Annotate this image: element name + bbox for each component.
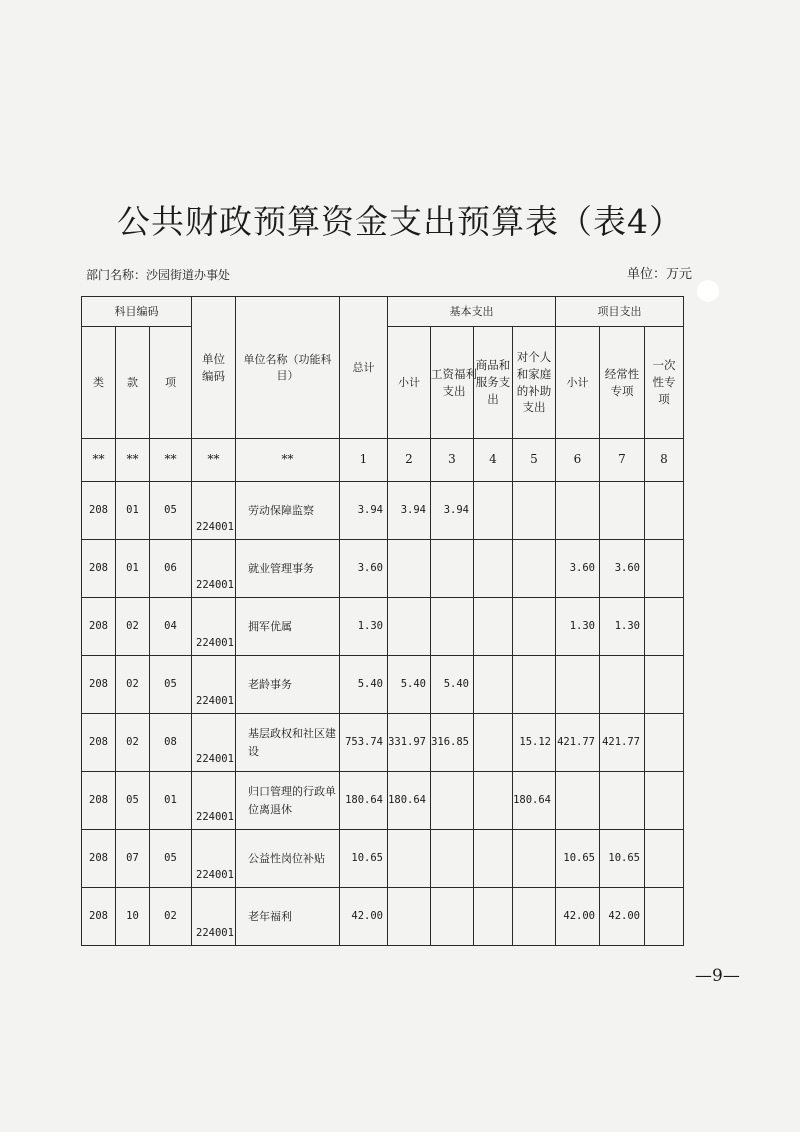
table-row xyxy=(82,540,684,598)
cell-wages: 316.85 xyxy=(431,714,474,772)
cell-unit-code: 224001 xyxy=(192,830,236,888)
cell-basic-subtotal xyxy=(388,598,431,656)
cell-wages xyxy=(431,830,474,888)
cell-unit-code: 224001 xyxy=(192,540,236,598)
index-cell: 5 xyxy=(513,439,556,482)
cell-xiang: 02 xyxy=(150,888,192,946)
header-personal-subsidy: 对个人和家庭的补助支出 xyxy=(513,327,556,439)
cell-lei: 208 xyxy=(82,772,116,830)
cell-wages: 3.94 xyxy=(431,482,474,540)
cell-onetime xyxy=(645,888,684,946)
page-number: —9— xyxy=(695,966,740,986)
cell-basic-subtotal: 331.97 xyxy=(388,714,431,772)
index-cell: ** xyxy=(82,439,116,482)
cell-unit-code: 224001 xyxy=(192,482,236,540)
index-cell: 1 xyxy=(340,439,388,482)
cell-onetime xyxy=(645,830,684,888)
cell-wages xyxy=(431,772,474,830)
cell-unit-code: 224001 xyxy=(192,598,236,656)
cell-lei: 208 xyxy=(82,598,116,656)
table-row xyxy=(82,772,684,830)
header-wages: 工资福利支出 xyxy=(431,327,474,439)
cell-xiang: 06 xyxy=(150,540,192,598)
cell-xiang: 04 xyxy=(150,598,192,656)
cell-goods xyxy=(474,598,513,656)
cell-project-subtotal: 10.65 xyxy=(556,830,600,888)
cell-recurring: 421.77 xyxy=(600,714,645,772)
cell-personal xyxy=(513,656,556,714)
cell-unit-name: 基层政权和社区建设 xyxy=(236,714,340,772)
table-row xyxy=(82,714,684,772)
cell-onetime xyxy=(645,540,684,598)
cell-onetime xyxy=(645,656,684,714)
cell-project-subtotal xyxy=(556,482,600,540)
cell-goods xyxy=(474,888,513,946)
budget-table xyxy=(81,296,684,946)
header-total: 总计 xyxy=(340,297,388,439)
header-lei: 类 xyxy=(82,327,116,439)
header-unit-name: 单位名称（功能科目） xyxy=(236,297,340,439)
header-project-subtotal: 小计 xyxy=(556,327,600,439)
cell-recurring xyxy=(600,772,645,830)
cell-goods xyxy=(474,772,513,830)
index-cell: ** xyxy=(116,439,150,482)
cell-personal xyxy=(513,540,556,598)
cell-personal: 180.64 xyxy=(513,772,556,830)
index-cell: 2 xyxy=(388,439,431,482)
index-cell: ** xyxy=(150,439,192,482)
cell-kuan: 07 xyxy=(116,830,150,888)
cell-onetime xyxy=(645,482,684,540)
cell-kuan: 02 xyxy=(116,656,150,714)
cell-lei: 208 xyxy=(82,656,116,714)
header-recurring-special: 经常性专项 xyxy=(600,327,645,439)
cell-project-subtotal: 3.60 xyxy=(556,540,600,598)
cell-wages xyxy=(431,598,474,656)
cell-onetime xyxy=(645,598,684,656)
index-cell: 4 xyxy=(474,439,513,482)
cell-project-subtotal: 1.30 xyxy=(556,598,600,656)
cell-goods xyxy=(474,656,513,714)
cell-unit-name: 拥军优属 xyxy=(236,598,340,656)
document-title: 公共财政预算资金支出预算表（表4） xyxy=(117,202,683,241)
cell-unit-code: 224001 xyxy=(192,888,236,946)
table-row xyxy=(82,656,684,714)
unit-label: 单位：万元 xyxy=(626,267,692,282)
table-row xyxy=(82,888,684,946)
index-cell: 7 xyxy=(600,439,645,482)
cell-lei: 208 xyxy=(82,482,116,540)
cell-onetime xyxy=(645,714,684,772)
cell-xiang: 01 xyxy=(150,772,192,830)
cell-lei: 208 xyxy=(82,888,116,946)
cell-personal xyxy=(513,830,556,888)
cell-recurring xyxy=(600,482,645,540)
cell-goods xyxy=(474,482,513,540)
cell-unit-code: 224001 xyxy=(192,772,236,830)
scan-artifact xyxy=(697,280,719,302)
index-cell: 3 xyxy=(431,439,474,482)
header-kuan: 款 xyxy=(116,327,150,439)
cell-xiang: 08 xyxy=(150,714,192,772)
department-name: 部门名称：沙园街道办事处 xyxy=(86,268,231,282)
header-basic-expenditure: 基本支出 xyxy=(388,297,556,327)
cell-total: 42.00 xyxy=(340,888,388,946)
index-cell: ** xyxy=(236,439,340,482)
table-row xyxy=(82,598,684,656)
cell-basic-subtotal xyxy=(388,830,431,888)
cell-lei: 208 xyxy=(82,830,116,888)
cell-unit-name: 老龄事务 xyxy=(236,656,340,714)
cell-basic-subtotal: 180.64 xyxy=(388,772,431,830)
cell-wages xyxy=(431,888,474,946)
cell-recurring: 1.30 xyxy=(600,598,645,656)
cell-goods xyxy=(474,714,513,772)
cell-unit-code: 224001 xyxy=(192,714,236,772)
cell-total: 180.64 xyxy=(340,772,388,830)
cell-total: 3.60 xyxy=(340,540,388,598)
cell-personal: 15.12 xyxy=(513,714,556,772)
cell-project-subtotal xyxy=(556,656,600,714)
index-cell: 6 xyxy=(556,439,600,482)
cell-goods xyxy=(474,540,513,598)
cell-recurring: 10.65 xyxy=(600,830,645,888)
cell-kuan: 02 xyxy=(116,714,150,772)
cell-basic-subtotal xyxy=(388,540,431,598)
table-row xyxy=(82,482,684,540)
cell-wages xyxy=(431,540,474,598)
cell-goods xyxy=(474,830,513,888)
cell-unit-name: 归口管理的行政单位离退休 xyxy=(236,772,340,830)
cell-personal xyxy=(513,888,556,946)
cell-total: 753.74 xyxy=(340,714,388,772)
cell-wages: 5.40 xyxy=(431,656,474,714)
header-basic-subtotal: 小计 xyxy=(388,327,431,439)
cell-project-subtotal xyxy=(556,772,600,830)
cell-kuan: 10 xyxy=(116,888,150,946)
cell-kuan: 02 xyxy=(116,598,150,656)
cell-xiang: 05 xyxy=(150,830,192,888)
cell-kuan: 01 xyxy=(116,482,150,540)
cell-xiang: 05 xyxy=(150,656,192,714)
cell-unit-name: 老年福利 xyxy=(236,888,340,946)
header-subject-code: 科目编码 xyxy=(82,297,192,327)
cell-xiang: 05 xyxy=(150,482,192,540)
cell-unit-name: 公益性岗位补贴 xyxy=(236,830,340,888)
cell-lei: 208 xyxy=(82,714,116,772)
cell-kuan: 05 xyxy=(116,772,150,830)
cell-kuan: 01 xyxy=(116,540,150,598)
cell-basic-subtotal: 5.40 xyxy=(388,656,431,714)
cell-unit-code: 224001 xyxy=(192,656,236,714)
cell-project-subtotal: 421.77 xyxy=(556,714,600,772)
header-xiang: 项 xyxy=(150,327,192,439)
cell-total: 5.40 xyxy=(340,656,388,714)
cell-basic-subtotal xyxy=(388,888,431,946)
cell-project-subtotal: 42.00 xyxy=(556,888,600,946)
cell-recurring xyxy=(600,656,645,714)
index-cell: ** xyxy=(192,439,236,482)
table-row xyxy=(82,830,684,888)
index-row xyxy=(82,439,684,482)
cell-onetime xyxy=(645,772,684,830)
cell-total: 1.30 xyxy=(340,598,388,656)
cell-personal xyxy=(513,482,556,540)
cell-unit-name: 就业管理事务 xyxy=(236,540,340,598)
cell-personal xyxy=(513,598,556,656)
header-goods-services: 商品和服务支出 xyxy=(474,327,513,439)
cell-total: 10.65 xyxy=(340,830,388,888)
header-onetime-special: 一次性专项 xyxy=(645,327,684,439)
cell-basic-subtotal: 3.94 xyxy=(388,482,431,540)
header-unit-code: 单位编码 xyxy=(192,297,236,439)
header-project-expenditure: 项目支出 xyxy=(556,297,684,327)
cell-lei: 208 xyxy=(82,540,116,598)
cell-recurring: 42.00 xyxy=(600,888,645,946)
cell-total: 3.94 xyxy=(340,482,388,540)
cell-recurring: 3.60 xyxy=(600,540,645,598)
index-cell: 8 xyxy=(645,439,684,482)
cell-unit-name: 劳动保障监察 xyxy=(236,482,340,540)
